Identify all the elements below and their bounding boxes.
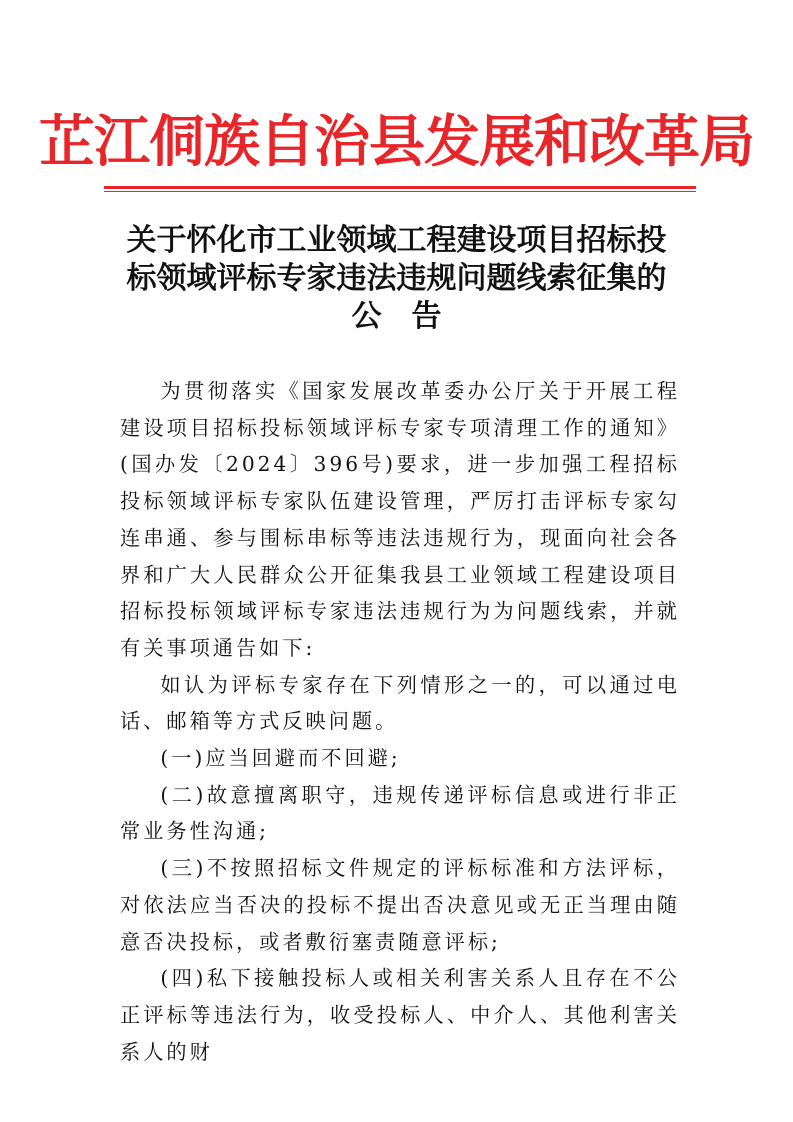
document-body bbox=[120, 373, 680, 1070]
header-divider-thick bbox=[104, 186, 696, 189]
document-title bbox=[0, 222, 793, 336]
paragraph-intro: 为贯彻落实《国家发展改革委办公厅关于开展工程建设项目招标投标领域评标专家专项清理工作的通知》(国办发〔2024〕396号)要求，进一步加强工程招标投标领域评标专家队伍建设管理，严厉打击评标专家勾连串通、参与围标串标等违法违规行为，现面向社会各界和广大人民群众公开征集我县工业领域工程建设项目招标投标领域评标专家违法违规行为为问题线索，并就有关事项通告如下: bbox=[120, 379, 680, 660]
paragraph-item-3: (三)不按照招标文件规定的评标标准和方法评标，对依法应当否决的投标不提出否决意见或无正当理由随意否决投标，或者敷衍塞责随意评标; bbox=[120, 856, 680, 954]
paragraph-item-4: (四)私下接触投标人或相关利害关系人且存在不公正评标等违法行为，收受投标人、中介人、其他利害关系人的财 bbox=[120, 966, 680, 1064]
title-line-2: 标领域评标专家违法违规问题线索征集的 bbox=[126, 261, 667, 296]
issuing-authority-header: 芷江侗族自治县发展和改革局 bbox=[39, 109, 754, 175]
paragraph-item-2: (二)故意擅离职守，违规传递评标信息或进行非正常业务性沟通; bbox=[120, 782, 680, 844]
paragraph-reporting-method: 如认为评标专家存在下列情形之一的，可以通过电话、邮箱等方式反映问题。 bbox=[120, 672, 680, 734]
paragraph-item-1: (一)应当回避而不回避; bbox=[160, 746, 401, 771]
title-line-1: 关于怀化市工业领域工程建设项目招标投 bbox=[126, 223, 667, 258]
title-line-3: 公 告 bbox=[351, 299, 442, 334]
header-divider-thin bbox=[104, 191, 696, 192]
